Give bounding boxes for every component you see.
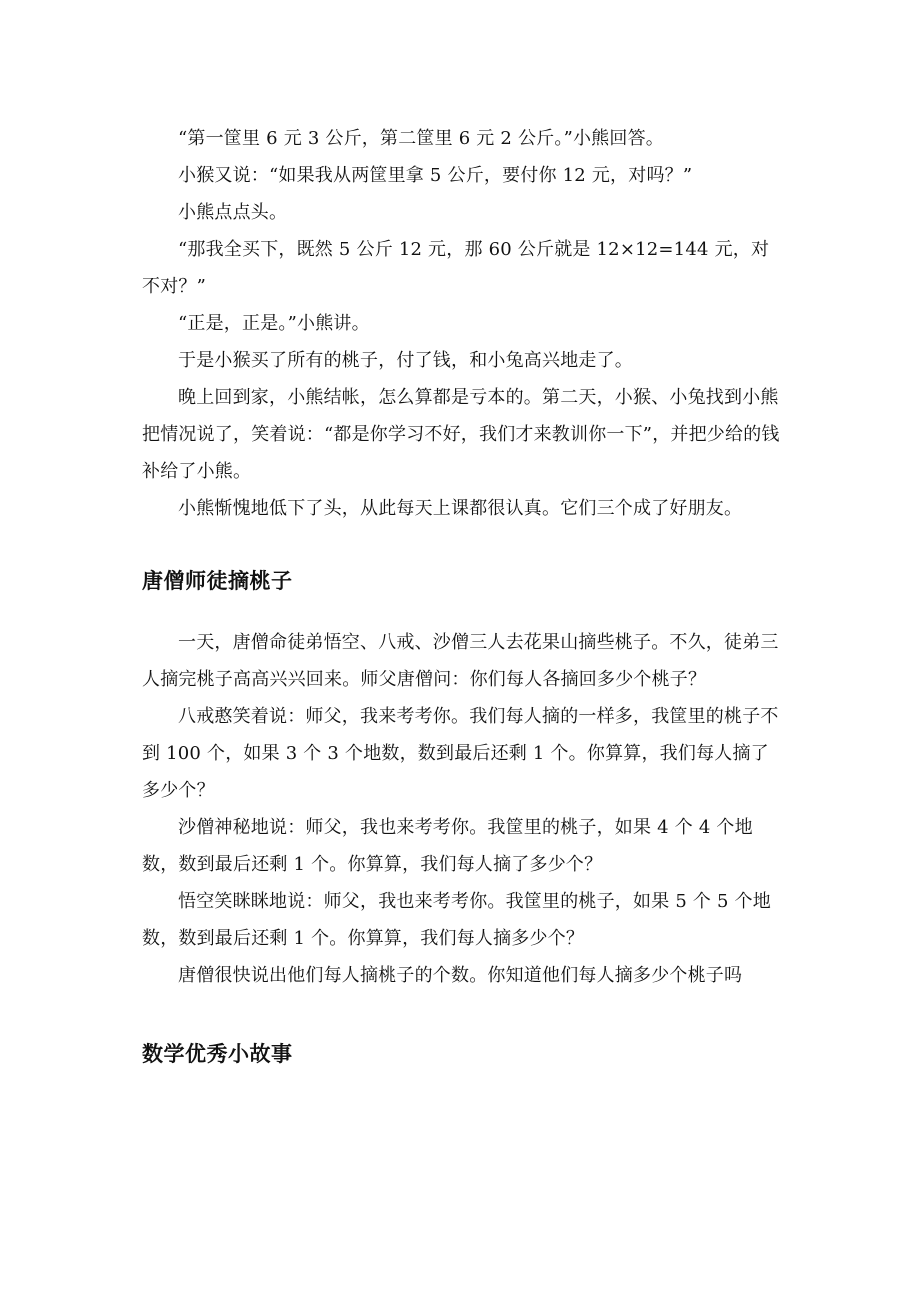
paragraph: 晚上回到家，小熊结帐，怎么算都是亏本的。第二天，小猴、小兔找到小熊把情况说了，笑着说：“都是你学习不好，我们才来教训你一下”，并把少给的钱补给了小熊。	[142, 387, 780, 482]
paragraph: 小熊惭愧地低下了头，从此每天上课都很认真。它们三个成了好朋友。	[178, 498, 743, 519]
section-heading: 唐僧师徒摘桃子	[142, 569, 293, 593]
paragraph: 悟空笑眯眯地说：师父，我也来考考你。我筐里的桃子，如果 5 个 5 个地数，数到最后还剩 1 个。你算算，我们每人摘多少个？	[142, 891, 771, 949]
paragraph: 小熊点点头。	[178, 202, 288, 223]
paragraph: 唐僧很快说出他们每人摘桃子的个数。你知道他们每人摘多少个桃子吗	[178, 965, 743, 986]
paragraph: “第一筐里 6 元 3 公斤，第二筐里 6 元 2 公斤。”小熊回答。	[178, 128, 664, 149]
story-little-bear-section	[142, 120, 782, 527]
section-spacer	[142, 994, 782, 1039]
paragraph: “那我全买下，既然 5 公斤 12 元，那 60 公斤就是 12×12=144 元，对不对？”	[142, 239, 770, 297]
paragraph: 小猴又说：“如果我从两筐里拿 5 公斤，要付你 12 元，对吗？”	[178, 165, 693, 186]
heading-spacer	[142, 596, 782, 624]
paragraph: “正是，正是。”小熊讲。	[178, 313, 370, 334]
math-stories-section	[142, 1039, 782, 1069]
section-spacer	[142, 527, 782, 566]
paragraph: 一天，唐僧命徒弟悟空、八戒、沙僧三人去花果山摘些桃子。不久，徒弟三人摘完桃子高高兴兴回来。师父唐僧问：你们每人各摘回多少个桃子？	[142, 632, 779, 690]
paragraph: 于是小猴买了所有的桃子，付了钱，和小兔高兴地走了。	[178, 350, 633, 371]
story-tang-monk-section	[142, 566, 782, 994]
section-heading: 数学优秀小故事	[142, 1042, 293, 1066]
paragraph: 沙僧神秘地说：师父，我也来考考你。我筐里的桃子，如果 4 个 4 个地数，数到最后还剩 1 个。你算算，我们每人摘了多少个？	[142, 817, 753, 875]
paragraph: 八戒憨笑着说：师父，我来考考你。我们每人摘的一样多，我筐里的桃子不到 100 个，如果 3 个 3 个地数，数到最后还剩 1 个。你算算，我们每人摘了多少个？	[142, 706, 779, 801]
document-content	[142, 120, 782, 1069]
